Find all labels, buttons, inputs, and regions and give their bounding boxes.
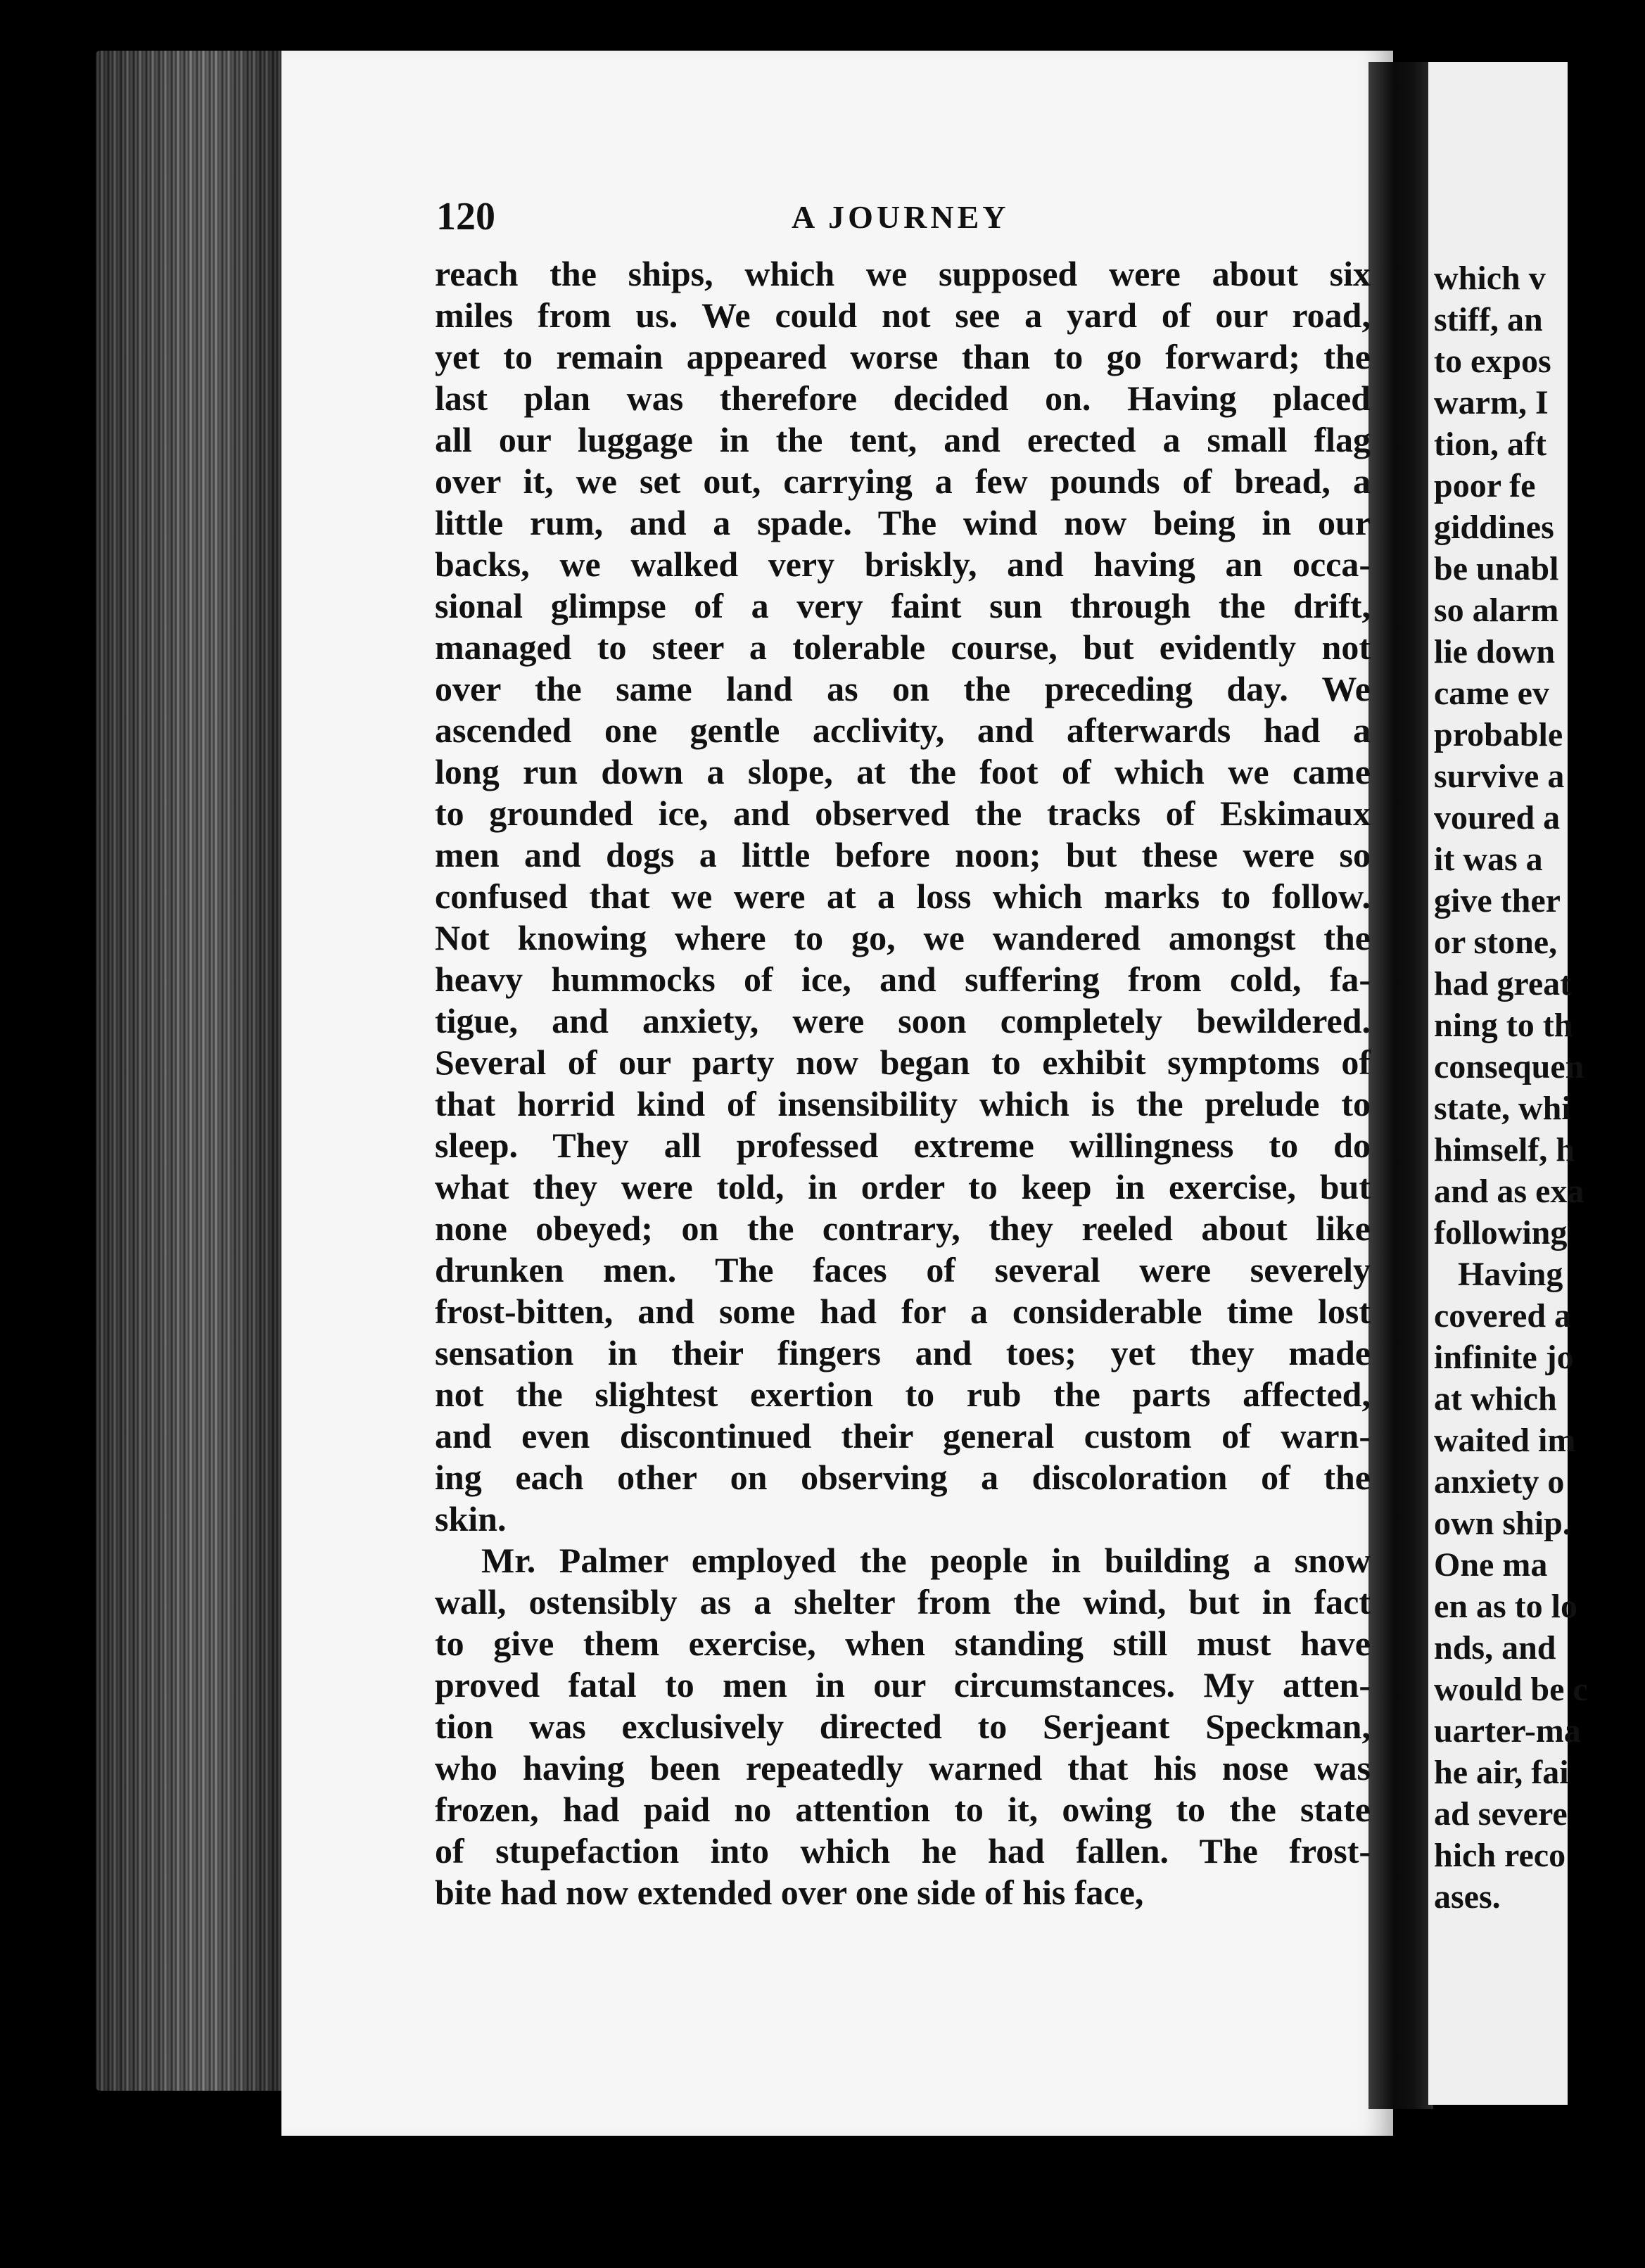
text-line: and even discontinued their general custom of warn-: [435, 1416, 1371, 1455]
text-line: drunken men. The faces of several were severely: [435, 1250, 1371, 1289]
text-line: sensation in their fingers and toes; yet they made: [435, 1333, 1371, 1372]
facing-text-line: Having: [1458, 1256, 1563, 1293]
text-line: ascended one gentle acclivity, and afterwards had a: [435, 711, 1371, 750]
page-number: 120: [436, 195, 495, 238]
facing-text-line: infinite jo: [1434, 1339, 1574, 1376]
facing-text-line: nds, and: [1434, 1629, 1556, 1667]
text-line: last plan was therefore decided on. Having placed: [435, 378, 1371, 418]
text-line: sleep. They all professed extreme willingness to do: [435, 1126, 1371, 1165]
facing-text-line: to expos: [1434, 343, 1551, 380]
text-line: managed to steer a tolerable course, but evidently not: [435, 627, 1371, 667]
facing-text-line: hich reco: [1434, 1837, 1566, 1874]
facing-text-line: would be c: [1434, 1671, 1588, 1708]
facing-text-line: consequen: [1434, 1048, 1584, 1085]
text-line: none obeyed; on the contrary, they reeled about like: [435, 1209, 1371, 1248]
text-line: Several of our party now began to exhibit symptoms of: [435, 1043, 1371, 1082]
facing-text-line: or stone,: [1434, 924, 1558, 961]
text-line: wall, ostensibly as a shelter from the wind, but in fact: [435, 1582, 1371, 1622]
text-line: all our luggage in the tent, and erected a small flag: [435, 420, 1371, 459]
facing-text-line: be unabl: [1434, 550, 1559, 587]
facing-text-line: waited im: [1434, 1422, 1576, 1459]
facing-text-line: lie down: [1434, 633, 1556, 670]
facing-text-line: came ev: [1434, 675, 1549, 712]
facing-text-line: had great: [1434, 965, 1572, 1002]
text-line: yet to remain appeared worse than to go forward; the: [435, 337, 1371, 376]
facing-text-line: ad severe: [1434, 1795, 1568, 1833]
text-line: skin.: [435, 1499, 507, 1538]
running-title: A JOURNEY: [792, 199, 1010, 235]
text-line: of stupefaction into which he had fallen. The frost-: [435, 1831, 1371, 1871]
text-line: over it, we set out, carrying a few pounds of bread, a: [435, 461, 1371, 501]
facing-page-text: [1434, 257, 1645, 1918]
text-line: heavy hummocks of ice, and suffering from cold, fa-: [435, 960, 1371, 999]
facing-text-line: and as exa: [1434, 1173, 1584, 1210]
facing-text-line: himself, h: [1434, 1131, 1575, 1168]
text-line: frozen, had paid no attention to it, owing to the state: [435, 1790, 1371, 1829]
text-line: to grounded ice, and observed the tracks of Eskimaux: [435, 794, 1371, 833]
facing-text-line: One ma: [1434, 1546, 1548, 1584]
text-line: reach the ships, which we supposed were about six: [435, 254, 1371, 293]
text-line: who having been repeatedly warned that his nose was: [435, 1748, 1371, 1788]
text-line: confused that we were at a loss which marks to follow.: [435, 877, 1371, 916]
facing-text-line: he air, fai: [1434, 1754, 1569, 1791]
book-page-edges: [96, 51, 283, 2091]
facing-text-line: which v: [1434, 260, 1546, 297]
book-gutter: [1368, 62, 1433, 2109]
facing-text-line: uarter-ma: [1434, 1712, 1581, 1750]
facing-text-line: at which: [1434, 1380, 1557, 1418]
text-line: miles from us. We could not see a yard of our road,: [435, 295, 1371, 335]
facing-text-line: own ship.: [1434, 1505, 1571, 1542]
facing-text-line: give ther: [1434, 882, 1561, 919]
scan-background: [0, 2139, 1568, 2268]
text-line: frost-bitten, and some had for a considerable time lost: [435, 1292, 1371, 1331]
facing-text-line: covered a: [1434, 1297, 1572, 1334]
facing-text-line: survive a: [1434, 758, 1565, 795]
main-body-text: [435, 253, 1371, 1913]
text-line: tigue, and anxiety, were soon completely bewildered.: [435, 1001, 1371, 1040]
facing-text-line: en as to lo: [1434, 1588, 1577, 1625]
text-line: what they were told, in order to keep in exercise, but: [435, 1167, 1371, 1206]
facing-text-line: state, whi: [1434, 1090, 1571, 1127]
facing-text-line: stiff, an: [1434, 301, 1543, 338]
book-page-right: [1428, 62, 1588, 2105]
facing-text-line: tion, aft: [1434, 426, 1546, 463]
facing-text-line: so alarm: [1434, 592, 1559, 629]
facing-text-line: ases.: [1434, 1878, 1501, 1916]
text-line: that horrid kind of insensibility which is the prelude to: [435, 1084, 1371, 1123]
text-line: not the slightest exertion to rub the parts affected,: [435, 1375, 1371, 1414]
text-line: little rum, and a spade. The wind now being in our: [435, 503, 1371, 542]
text-line: proved fatal to men in our circumstances. My atten-: [435, 1665, 1371, 1705]
facing-text-line: probable: [1434, 716, 1563, 753]
text-line: tion was exclusively directed to Serjeant Speckman,: [435, 1707, 1371, 1746]
facing-text-line: voured a: [1434, 799, 1561, 836]
facing-text-line: following: [1434, 1214, 1568, 1251]
text-line: backs, we walked very briskly, and having an occa-: [435, 544, 1371, 584]
page-header: [436, 194, 1365, 243]
facing-text-line: poor fe: [1434, 467, 1536, 504]
text-line: Not knowing where to go, we wandered amongst the: [435, 918, 1371, 957]
text-line: long run down a slope, at the foot of which we came: [435, 752, 1371, 791]
text-line: sional glimpse of a very faint sun through the drift,: [435, 586, 1371, 625]
facing-text-line: it was a: [1434, 841, 1543, 878]
text-line: men and dogs a little before noon; but these were so: [435, 835, 1371, 874]
facing-text-line: giddines: [1434, 509, 1554, 546]
text-line: bite had now extended over one side of his face,: [435, 1873, 1144, 1912]
text-line: Mr. Palmer employed the people in building a snow: [481, 1541, 1371, 1580]
facing-text-line: anxiety o: [1434, 1463, 1565, 1501]
text-line: ing each other on observing a discoloration of the: [435, 1458, 1371, 1497]
facing-text-line: warm, I: [1434, 384, 1549, 421]
text-line: over the same land as on the preceding day. We: [435, 669, 1371, 708]
text-line: to give them exercise, when standing still must have: [435, 1624, 1371, 1663]
facing-text-line: ning to th: [1434, 1007, 1573, 1044]
